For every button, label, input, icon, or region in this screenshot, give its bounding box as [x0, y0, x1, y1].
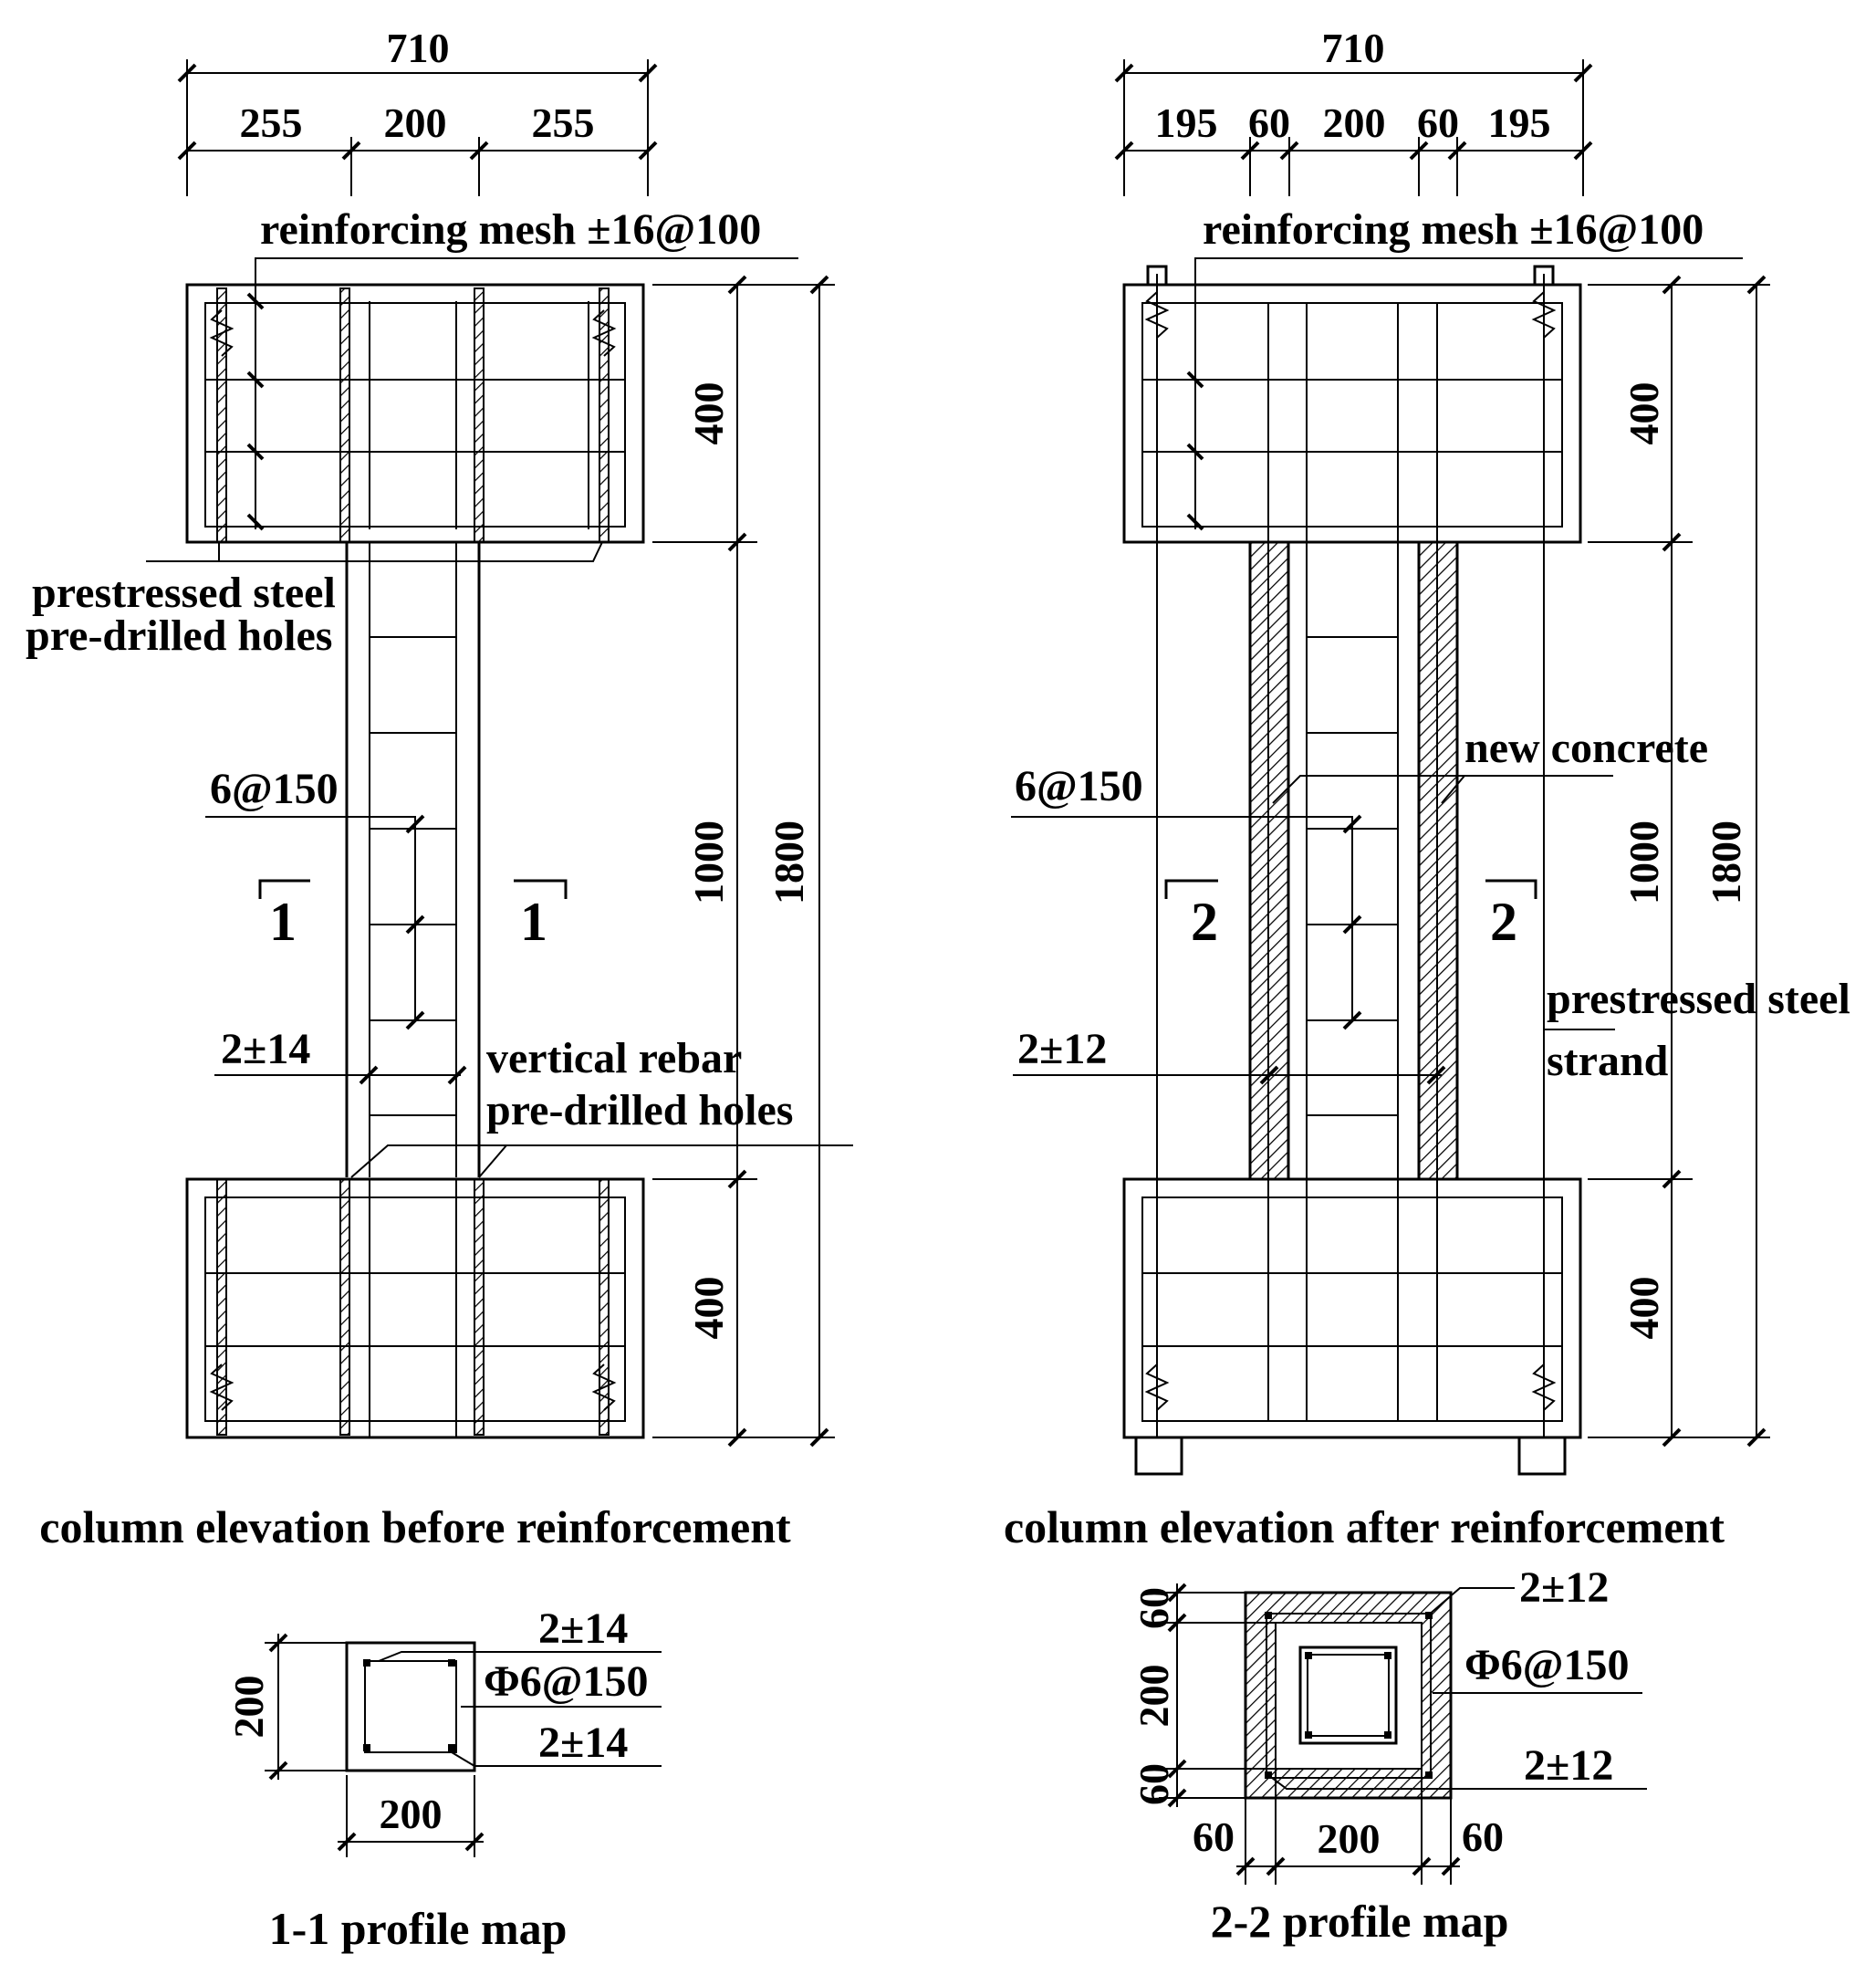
left-bottom-block	[187, 1179, 643, 1437]
right-column	[1250, 542, 1457, 1179]
right-dim-bottom-block: 400	[1621, 1276, 1667, 1340]
right-section-mark-a: 2	[1191, 892, 1218, 952]
left-vertical-rebar-label-1: vertical rebar	[486, 1034, 743, 1082]
right-dim-top-block: 400	[1621, 381, 1667, 445]
right-top-dimensions	[1116, 25, 1591, 196]
profile2-dim-h-mid: 200	[1317, 1815, 1381, 1862]
right-rebar-label: 2±12	[1017, 1025, 1108, 1073]
right-strand-label-1: prestressed steel	[1547, 975, 1850, 1023]
right-dim-5: 195	[1487, 99, 1551, 146]
left-prestress-label-1: prestressed steel	[32, 569, 336, 617]
left-top-block	[187, 285, 643, 542]
profile1-label-bot: 2±14	[538, 1719, 629, 1767]
right-new-concrete-label: new concrete	[1464, 724, 1708, 772]
left-caption: column elevation before reinforcement	[39, 1501, 791, 1552]
profile1-label-mid: Φ6@150	[484, 1657, 649, 1706]
right-strand-label-2: strand	[1547, 1037, 1669, 1085]
left-dim-3: 255	[531, 99, 595, 146]
right-side-dimensions	[1588, 277, 1770, 1446]
profile2-caption: 2-2 profile map	[1210, 1896, 1509, 1947]
right-bottom-block	[1124, 1179, 1580, 1474]
left-prestress-label-2: pre-drilled holes	[26, 611, 333, 660]
left-section-mark-a: 1	[269, 892, 297, 952]
right-caption: column elevation after reinforcement	[1003, 1501, 1725, 1552]
left-dim-column: 1000	[685, 820, 732, 904]
profile2-dim-v-top: 60	[1131, 1587, 1177, 1629]
right-stirrup-label: 6@150	[1015, 762, 1143, 810]
right-dim-total: 710	[1321, 25, 1385, 71]
left-column	[347, 542, 479, 1177]
profile2-dim-v-bot: 60	[1131, 1763, 1177, 1805]
right-dim-4: 60	[1417, 99, 1459, 146]
left-dim-total-height: 1800	[766, 820, 812, 904]
profile2-dim-h-right: 60	[1462, 1813, 1504, 1860]
profile1-dim-height: 200	[225, 1675, 272, 1739]
right-mesh-label: reinforcing mesh ±16@100	[1203, 205, 1704, 254]
left-top-dimensions	[179, 25, 656, 196]
profile2-label-mid: Φ6@150	[1464, 1641, 1630, 1689]
profile1-caption: 1-1 profile map	[268, 1903, 568, 1954]
right-section-mark-b: 2	[1490, 892, 1517, 952]
left-section-mark-b: 1	[520, 892, 547, 952]
right-dim-1: 195	[1154, 99, 1218, 146]
profile1-label-top: 2±14	[538, 1604, 629, 1653]
profile1-dim-width: 200	[379, 1791, 443, 1837]
right-dim-3: 200	[1322, 99, 1386, 146]
left-stirrup-label: 6@150	[210, 765, 339, 813]
profile-1-1	[225, 1604, 662, 1954]
right-dim-total-height: 1800	[1703, 820, 1749, 904]
left-vertical-rebar-label-2: pre-drilled holes	[486, 1086, 794, 1134]
profile2-label-top: 2±12	[1519, 1563, 1610, 1612]
profile2-dim-h-left: 60	[1193, 1813, 1235, 1860]
left-mesh-label: reinforcing mesh ±16@100	[260, 205, 762, 254]
left-dim-bottom-block: 400	[685, 1276, 732, 1340]
elevation-after	[1004, 25, 1850, 1552]
profile2-label-bot: 2±12	[1524, 1741, 1614, 1790]
left-dim-top-block: 400	[685, 381, 732, 445]
right-dim-column: 1000	[1621, 820, 1667, 904]
left-rebar-label: 2±14	[221, 1025, 311, 1073]
profile2-dim-v-mid: 200	[1131, 1664, 1177, 1728]
left-dim-2: 200	[383, 99, 447, 146]
right-dim-2: 60	[1248, 99, 1290, 146]
left-side-dimensions	[652, 277, 835, 1446]
left-dim-total: 710	[386, 25, 450, 71]
elevation-before	[26, 25, 853, 1552]
left-dim-1: 255	[239, 99, 303, 146]
profile-2-2	[1131, 1563, 1647, 1947]
